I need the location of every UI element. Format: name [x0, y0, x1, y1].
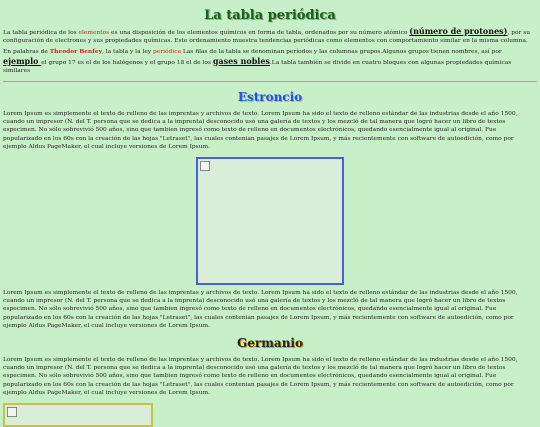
elementos-highlight: elementos — [78, 30, 110, 36]
section-title-germanio: Germanio — [237, 336, 303, 351]
germanio-paragraph-1: Lorem Ipsum es simplemente el texto de relleno de las imprentas y archivos de texto. Lorem Ipsum ha sido el texto de relleno estándar de las industrias desde el año 1500, cuando un impresor (N. del T. persona que se dedica a la imprenta) desconocido usó una galería de textos y los mezcló de tal manera que logró hacer un libro de textos especimen. No sólo sobrevivió 500 años, sino que tambien ingresó como texto de relleno en documentos electrónicos, quedando esencialmente igual al original. Fue popularizado en los 60s con la creación de las hojas "Letraset", las cuales contenian pasajes de Lorem Ipsum, y más recientemente con software de autoedición, como por ejemplo Aldus PageMaker, el cual incluye versiones de Lorem Ipsum. — [3, 357, 518, 396]
germanio-image — [3, 403, 153, 427]
intro2-text-b: , la tabla y la ley — [102, 49, 154, 56]
intro1-text-b: es una disposición de los elementos químicos en forma de tabla, ordenados por su número atómico — [109, 30, 410, 36]
estroncio-paragraph-1: Lorem Ipsum es simplemente el texto de relleno de las imprentas y archivos de texto. Lorem Ipsum ha sido el texto de relleno estándar de las industrias desde el año 1500, cuando un impresor (N. del T. persona que se dedica a la imprenta) desconocido usó una galería de textos y los mezcló de tal manera que logró hacer un libro de textos especimen. No sólo sobrevivió 500 años, sino que tambien ingresó como texto de relleno en documentos electrónicos, quedando esencialmente igual al original. Fue popularizado en los 60s con la creación de las hojas "Letraset", las cuales contenian pasajes de Lorem Ipsum, y más recientemente con software de autoedición, como por ejemplo Aldus PageMaker, el cual incluye versiones de Lorem Ipsum. — [3, 111, 518, 150]
estroncio-paragraph-2: Lorem Ipsum es simplemente el texto de relleno de las imprentas y archivos de texto. Lorem Ipsum ha sido el texto de relleno estándar de las industrias desde el año 1500, cuando un impresor (N. del T. persona que se dedica a la imprenta) desconocido usó una galería de textos y los mezcló de tal manera que logró hacer un libro de textos especimen. No sólo sobrevivió 500 años, sino que tambien ingresó como texto de relleno en documentos electrónicos, quedando esencialmente igual al original. Fue popularizado en los 60s con la creación de las hojas "Letraset", las cuales contenian pasajes de Lorem Ipsum, y más recientemente con software de autoedición, como por ejemplo Aldus PageMaker, el cual incluye versiones de Lorem Ipsum. — [3, 290, 518, 329]
intro2-text-a: En palabras de — [3, 49, 50, 56]
numero-protones-emphasis: (número de protones) — [409, 26, 508, 36]
estroncio-image — [196, 157, 344, 285]
intro2-text-d: el grupo 17 es el de los halógenos y el grupo 18 el de los — [41, 59, 213, 66]
intro1-text-a: La tabla periódica de los — [3, 30, 79, 36]
intro2-text-c: Las filas de la tabla se denominan períodos y las columnas grupos.Algunos grupos tienen nombres, así por — [181, 49, 502, 56]
gases-nobles-link[interactable]: gases nobles — [212, 55, 270, 66]
intro1-text-c: , por su configuración de electrones y sus propiedades químicas. Este ordenamiento muestra tendencias periódicas como elementos con comportamiento similar en la misma columna. — [3, 30, 531, 45]
page-content — [0, 8, 540, 397]
broken-image-icon — [7, 407, 17, 417]
divider — [3, 81, 537, 82]
periodica-highlight: periódica — [153, 49, 182, 56]
intro-paragraph-2 — [3, 48, 537, 75]
intro-paragraph-1 — [3, 27, 537, 45]
intro2-text-e: .La tabla también se divide en cuatro bloques con algunas propiedades químicas similares — [3, 59, 512, 74]
page-title: La tabla periódica — [204, 8, 336, 23]
broken-image-icon — [200, 161, 210, 171]
ejemplo-link[interactable]: ejemplo — [3, 55, 42, 66]
section-title-estroncio: Estroncio — [237, 90, 303, 105]
benfey-name: Theodor Benfey — [49, 48, 103, 56]
